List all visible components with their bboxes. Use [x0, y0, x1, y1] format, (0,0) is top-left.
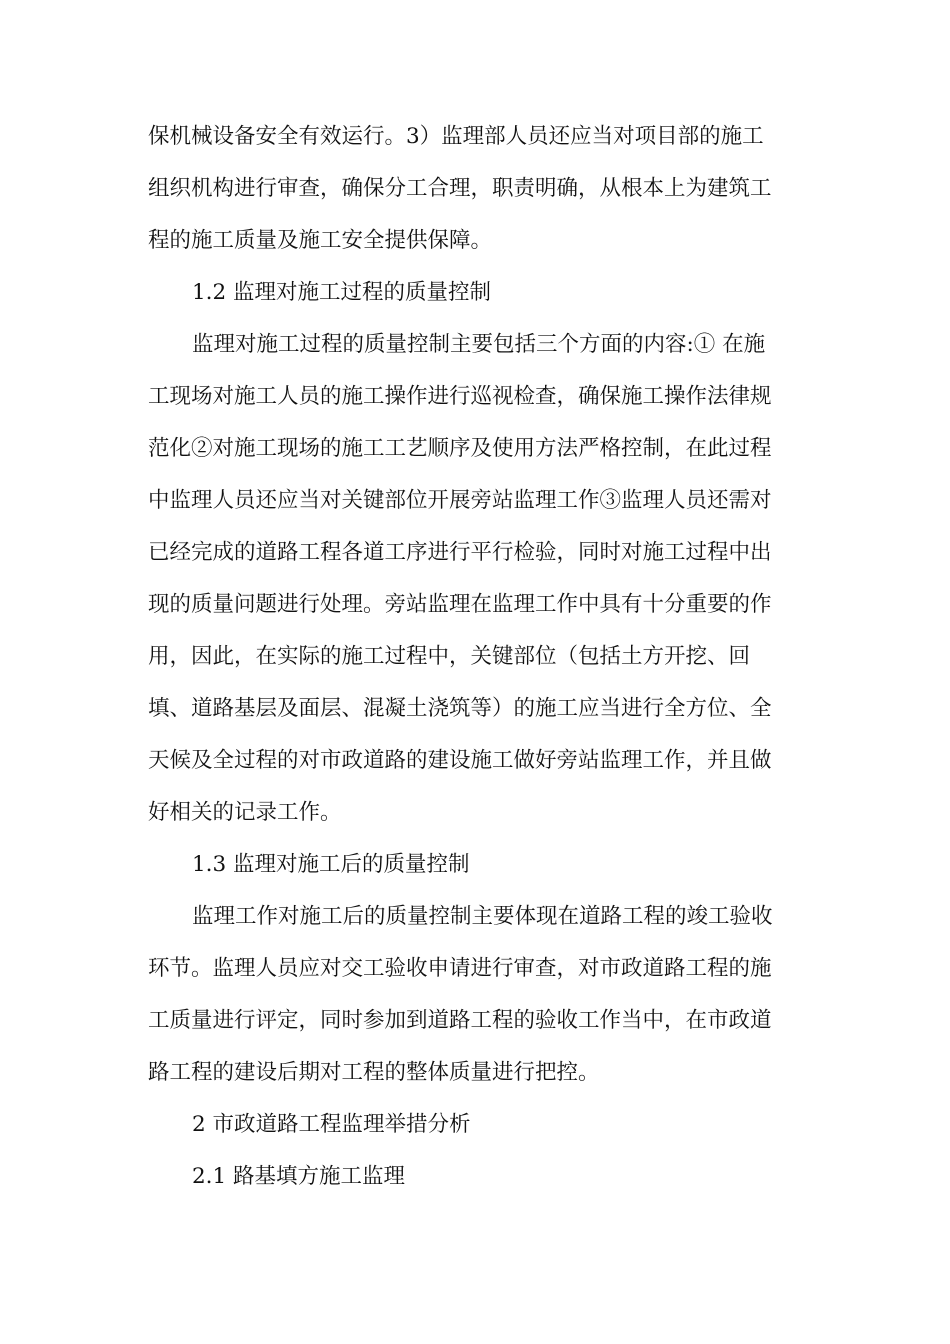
section-heading-2-1: 2.1 路基填方施工监理	[192, 1164, 406, 1189]
section-heading-1-3: 1.3 监理对施工后的质量控制	[192, 852, 470, 877]
body-text-line: 范化②对施工现场的施工工艺顺序及使用方法严格控制，在此过程	[148, 436, 772, 461]
body-text-line: 填、道路基层及面层、混凝土浇筑等）的施工应当进行全方位、全	[148, 696, 772, 721]
body-text-line: 中监理人员还应当对关键部位开展旁站监理工作③监理人员还需对	[148, 488, 772, 513]
body-text-line: 环节。监理人员应对交工验收申请进行审查，对市政道路工程的施	[148, 956, 772, 981]
body-text-line: 工现场对施工人员的施工操作进行巡视检查，确保施工操作法律规	[148, 384, 772, 409]
body-text-line: 监理对施工过程的质量控制主要包括三个方面的内容:① 在施	[192, 332, 766, 357]
body-text-line: 监理工作对施工后的质量控制主要体现在道路工程的竣工验收	[192, 904, 773, 929]
body-text-line: 好相关的记录工作。	[148, 800, 342, 825]
body-text-line: 组织机构进行审查，确保分工合理，职责明确，从根本上为建筑工	[148, 176, 772, 201]
body-text-line: 保机械设备安全有效运行。3）监理部人员还应当对项目部的施工	[148, 124, 764, 149]
section-heading-2: 2 市政道路工程监理举措分析	[192, 1112, 471, 1137]
section-heading-1-2: 1.2 监理对施工过程的质量控制	[192, 280, 492, 305]
body-text-line: 用，因此，在实际的施工过程中，关键部位（包括土方开挖、回	[148, 644, 751, 669]
body-text-line: 现的质量问题进行处理。旁站监理在监理工作中具有十分重要的作	[148, 592, 772, 617]
body-text-line: 工质量进行评定，同时参加到道路工程的验收工作当中，在市政道	[148, 1008, 772, 1033]
body-text-line: 程的施工质量及施工安全提供保障。	[148, 228, 493, 253]
body-text-line: 天候及全过程的对市政道路的建设施工做好旁站监理工作，并且做	[148, 748, 772, 773]
body-text-line: 已经完成的道路工程各道工序进行平行检验，同时对施工过程中出	[148, 540, 772, 565]
body-text-line: 路工程的建设后期对工程的整体质量进行把控。	[148, 1060, 600, 1085]
